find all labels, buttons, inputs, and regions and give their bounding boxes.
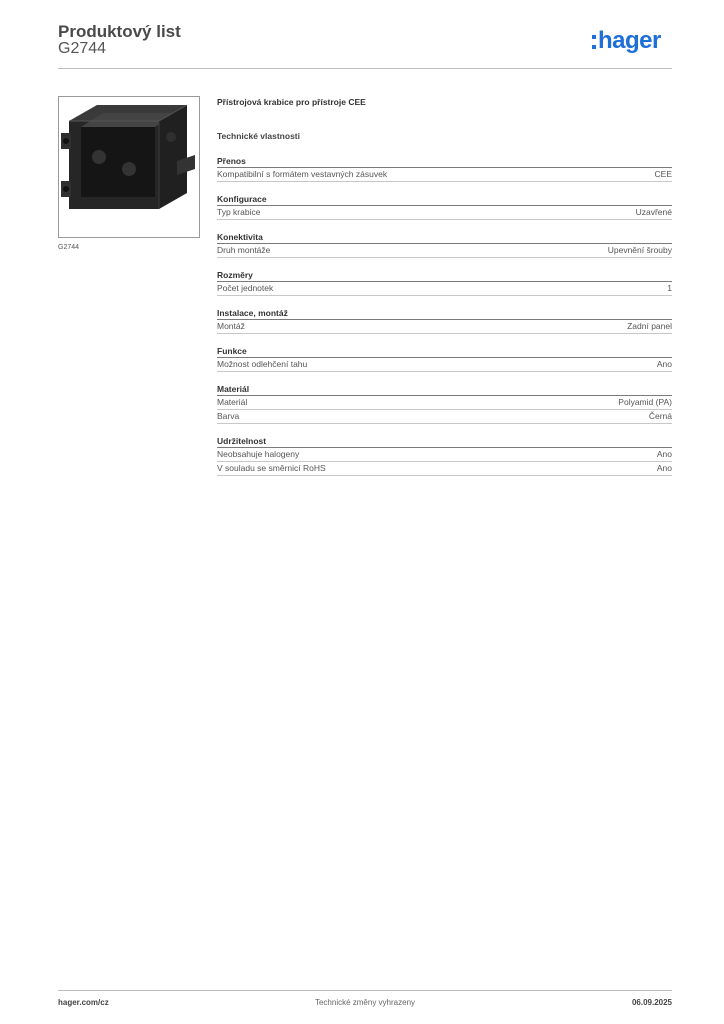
spec-row [217,282,672,296]
spec-value: Polyamid (PA) [618,397,672,407]
spec-row [217,358,672,372]
spec-row [217,462,672,476]
spec-section [217,345,672,372]
spec-row [217,244,672,258]
spec-section [217,193,672,220]
product-name: Přístrojová krabice pro přístroje CEE [217,97,366,107]
footer-website-link[interactable]: hager.com/cz [58,998,109,1007]
spec-label: V souladu se směrnicí RoHS [217,463,326,473]
spec-value: Uzavřené [635,207,672,217]
spec-label: Typ krabice [217,207,261,217]
spec-row [217,396,672,410]
section-title: Funkce [217,345,672,358]
spec-label: Počet jednotek [217,283,274,293]
spec-value: Ano [656,359,672,369]
hager-logo [590,26,672,56]
spec-section [217,307,672,334]
technical-properties-heading: Technické vlastnosti [217,131,300,141]
spec-label: Možnost odlehčení tahu [217,359,308,369]
footer-notice: Technické změny vyhrazeny [314,998,416,1007]
section-title: Instalace, montáž [217,307,672,320]
spec-label: Materiál [217,397,248,407]
spec-section [217,383,672,424]
section-title: Přenos [217,155,672,168]
spec-label: Kompatibilní s formátem vestavných zásuvek [217,169,388,179]
spec-label: Druh montáže [217,245,271,255]
page-footer [58,998,672,1010]
spec-value: Upevnění šrouby [607,245,672,255]
spec-row [217,410,672,424]
product-code: G2744 [58,40,107,57]
spec-value: Černá [648,411,672,421]
footer-divider [58,990,672,991]
spec-label: Montáž [217,321,245,331]
spec-section [217,435,672,476]
spec-value: Zadní panel [627,321,672,331]
logo-dots-icon [592,35,596,49]
spec-value: Ano [656,449,672,459]
spec-label: Neobsahuje halogeny [217,449,300,459]
page-header [58,20,672,68]
spec-value: Ano [656,463,672,473]
spec-content [217,96,672,476]
section-title: Konektivita [217,231,672,244]
document-title: Produktový list [58,22,181,41]
logo-text: hager [598,27,661,54]
spec-section [217,269,672,296]
spec-row [217,206,672,220]
footer-date: 06.09.2025 [631,998,672,1007]
spec-row [217,448,672,462]
spec-value: CEE [654,169,672,179]
spec-row [217,320,672,334]
spec-section [217,231,672,258]
section-title: Udržitelnost [217,435,672,448]
junction-box-icon [59,97,199,237]
section-title: Materiál [217,383,672,396]
section-title: Konfigurace [217,193,672,206]
spec-value: 1 [667,283,672,293]
spec-section [217,155,672,182]
spec-label: Barva [217,411,240,421]
section-title: Rozměry [217,269,672,282]
spec-row [217,168,672,182]
image-caption: G2744 [58,244,80,251]
product-image [58,96,200,238]
header-divider [58,68,672,69]
